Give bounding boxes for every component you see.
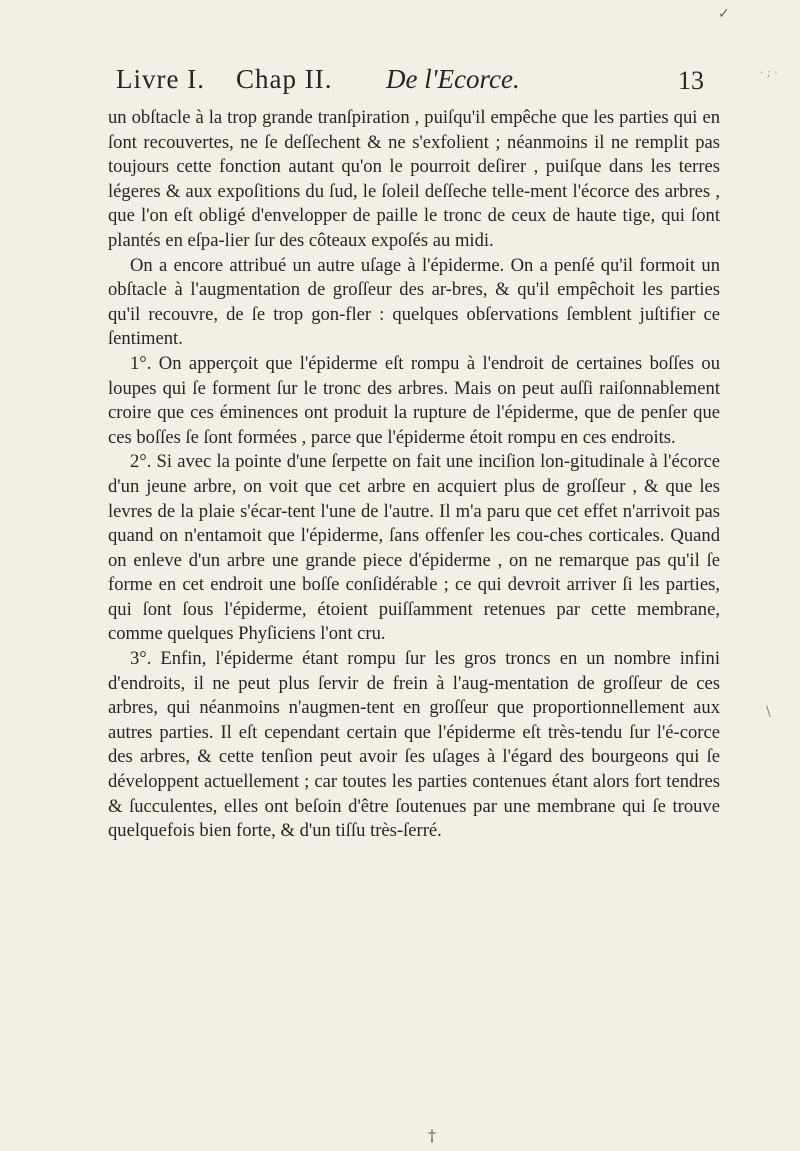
paragraph: 3°. Enfin, l'épiderme étant rompu ſur les gros troncs en un nombre infini d'endroits, il ne peut plus ſervir de frein à l'aug-mentation de groſſeur de ces arbres, qui néanmoins n'augmen-tent en groſſeur que proportionnellement aux autres parties. Il eſt cependant certain que l'épiderme eſt très-tendu ſur l'é-corce des arbres, & cette tenſion peut avoir ſes uſages à l'égard des bourgeons qui ſe développent actuellement ; car toutes les parties contenues étant alors fort tendres & ſucculentes, elles ont beſoin d'être ſoutenues par une membrane qui ſe trouve quelquefois bien forte, & d'un tiſſu très-ſerré. [108, 648, 720, 842]
header-livre: Livre I. [116, 64, 205, 94]
paragraph: 1°. On apperçoit que l'épiderme eſt rompu à l'endroit de certaines boſſes ou loupes qui ſe forment ſur le tronc des arbres. Mais on peut auſſi raiſonnablement croire que ces éminences ont produit la rupture de l'épiderme, que de penſer que ces boſſes ſe ſont formées , parce que l'épiderme étoit rompu en ces endroits. [108, 352, 720, 448]
body-text [108, 106, 720, 844]
stray-mark-bottom: † [428, 1126, 436, 1145]
paragraph: 2°. Si avec la pointe d'une ſerpette on fait une inciſion lon-gitudinale à l'écorce d'un jeune arbre, on voit que cet arbre en acquiert plus de groſſeur , & que les levres de la plaie s'écar-tent l'une de l'autre. Il m'a paru que cet effet n'arrivoit pas quand on n'entamoit que l'épiderme, ſans offenſer les cou-ches corticales. Quand on enleve d'un arbre une grande piece d'épiderme , on ne remarque pas qu'il ſe forme en cet endroit une boſſe conſidérable ; ce qui devroit arriver ſi les parties, qui ſont ſous l'épiderme, étoient puiſſamment retenues par cette membrane, comme quelques Phyſiciens l'ont cru. [108, 451, 720, 645]
stray-mark-margin: \ [766, 704, 771, 720]
running-header [116, 64, 716, 104]
page-number: 13 [678, 66, 704, 95]
stray-mark-top: ✓ [718, 6, 730, 22]
header-chapter: Chap II. [236, 64, 333, 94]
stray-mark-right: · ; · [760, 66, 778, 79]
paragraph: un obſtacle à la trop grande tranſpiration , puiſqu'il empêche que les parties qui en ſont recouvertes, ne ſe deſſechent & ne s'exfolient ; néanmoins il ne remplit pas toujours cette fonction autant qu'on le pourroit deſirer , puiſque dans les terres légeres & aux expoſitions du ſud, le ſoleil deſſeche telle-ment l'écorce des arbres , que l'on eſt obligé d'envelopper de paille le tronc de ceux de haute tige, qui ſont plantés en eſpa-lier ſur des côteaux expoſés au midi. [108, 107, 720, 251]
header-title: De l'Ecorce. [386, 64, 520, 94]
paragraph: On a encore attribué un autre uſage à l'épiderme. On a penſé qu'il formoit un obſtacle à l'augmentation de groſſeur des ar-bres, & qu'il empêchoit les parties qu'il recouvre, de ſe trop gon-fler : quelques obſervations ſemblent juſtifier ce ſentiment. [108, 254, 720, 350]
